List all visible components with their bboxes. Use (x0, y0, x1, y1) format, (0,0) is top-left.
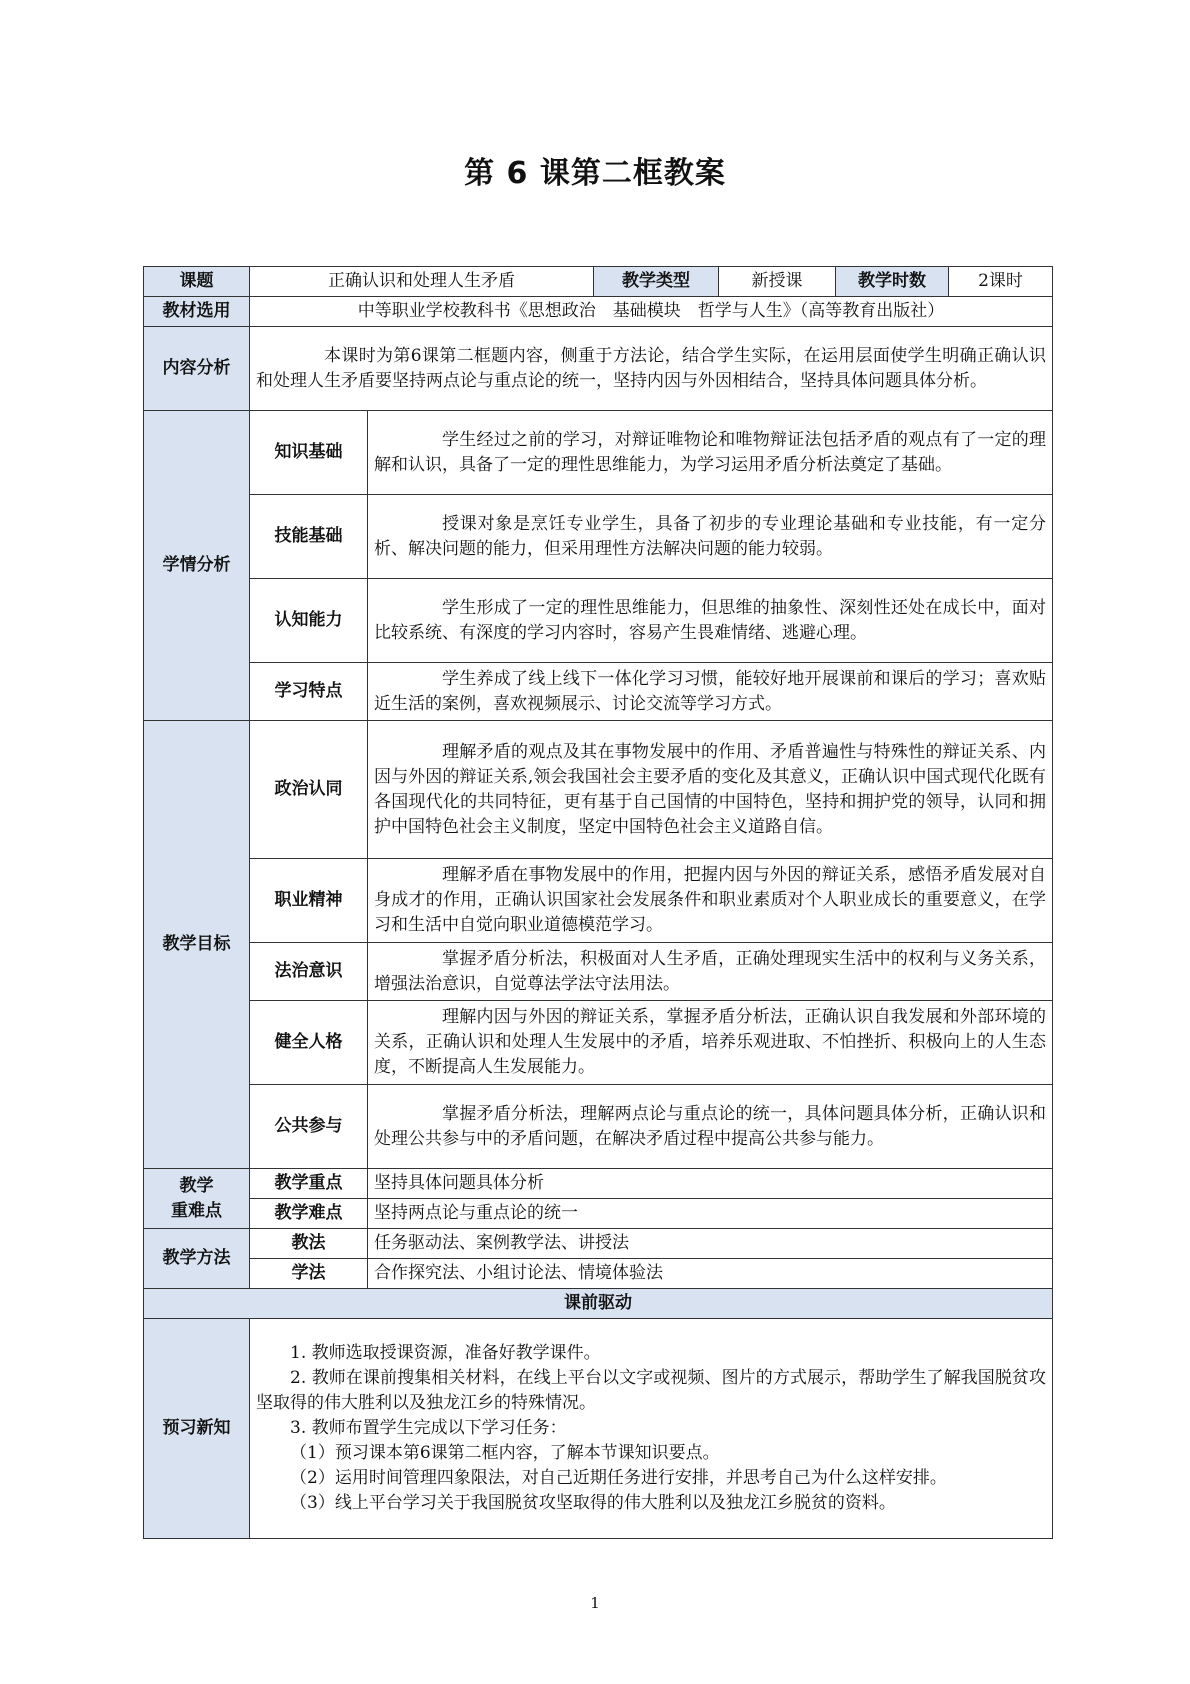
preview-line: 1. 教师选取授课资源，准备好教学课件。 (290, 1343, 601, 1363)
table-row (144, 1001, 1053, 1085)
preview-content (250, 1319, 1053, 1539)
goal-item-text: 掌握矛盾分析法，理解两点论与重点论的统一，具体问题具体分析，正确认识和处理公共参与中的矛盾问题，在解决矛盾过程中提高公共参与能力。 (368, 1085, 1053, 1169)
textbook-label: 教材选用 (144, 297, 250, 327)
table-row (144, 579, 1053, 663)
content-analysis-label: 内容分析 (144, 327, 250, 411)
table-row (144, 411, 1053, 495)
key-point-label: 教学重点 (250, 1169, 368, 1199)
table-row (144, 1169, 1053, 1199)
preview-line: 2. 教师在课前搜集相关材料，在线上平台以文字或视频、图片的方式展示，帮助学生了解我国脱贫攻坚取得的伟大胜利以及独龙江乡的特殊情况。 (256, 1368, 1046, 1413)
table-row (144, 721, 1053, 859)
goal-item-label: 公共参与 (250, 1085, 368, 1169)
table-row (144, 663, 1053, 721)
teaching-type-label: 教学类型 (594, 267, 719, 297)
table-row (144, 327, 1053, 411)
preview-line: （1）预习课本第6课第二框内容，了解本节课知识要点。 (290, 1443, 720, 1463)
learner-item-text: 学生养成了线上线下一体化学习习惯，能较好地开展课前和课后的学习；喜欢贴近生活的案例，喜欢视频展示、讨论交流等学习方式。 (368, 663, 1053, 721)
table-row (144, 1259, 1053, 1289)
goal-item-label: 职业精神 (250, 859, 368, 943)
learning-method-text: 合作探究法、小组讨论法、情境体验法 (368, 1259, 1053, 1289)
preview-line: （3）线上平台学习关于我国脱贫攻坚取得的伟大胜利以及独龙江乡脱贫的资料。 (290, 1493, 896, 1513)
goal-item-text: 掌握矛盾分析法，积极面对人生矛盾，正确处理现实生活中的权利与义务关系，增强法治意识，自觉尊法学法守法用法。 (368, 943, 1053, 1001)
table-row (144, 1319, 1053, 1539)
learner-item-label: 学习特点 (250, 663, 368, 721)
teaching-method-text: 任务驱动法、案例教学法、讲授法 (368, 1229, 1053, 1259)
goal-item-text: 理解矛盾在事物发展中的作用，把握内因与外因的辩证关系，感悟矛盾发展对自身成才的作用，正确认识国家社会发展条件和职业素质对个人职业成长的重要意义，在学习和生活中自觉向职业道德模范学习。 (368, 859, 1053, 943)
key-point-text: 坚持具体问题具体分析 (368, 1169, 1053, 1199)
table-row (144, 495, 1053, 579)
table-row (144, 1199, 1053, 1229)
teaching-type-value: 新授课 (719, 267, 836, 297)
content-analysis-text: 本课时为第6课第二框题内容，侧重于方法论，结合学生实际，在运用层面使学生明确正确认识和处理人生矛盾要坚持两点论与重点论的统一，坚持内因与外因相结合，坚持具体问题具体分析。 (250, 327, 1053, 411)
goal-item-label: 法治意识 (250, 943, 368, 1001)
teaching-goals-label: 教学目标 (144, 721, 250, 1169)
learner-item-label: 认知能力 (250, 579, 368, 663)
page-number: 1 (590, 1594, 600, 1612)
table-row (144, 1289, 1053, 1319)
difficult-point-label: 教学难点 (250, 1199, 368, 1229)
difficult-point-text: 坚持两点论与重点论的统一 (368, 1199, 1053, 1229)
class-hours-label: 教学时数 (836, 267, 949, 297)
learner-item-text: 学生经过之前的学习，对辩证唯物论和唯物辩证法包括矛盾的观点有了一定的理解和认识，具备了一定的理性思维能力，为学习运用矛盾分析法奠定了基础。 (368, 411, 1053, 495)
key-difficult-label: 教学 重难点 (144, 1169, 250, 1229)
table-row (144, 297, 1053, 327)
methods-label: 教学方法 (144, 1229, 250, 1289)
textbook-value: 中等职业学校教科书《思想政治 基础模块 哲学与人生》（高等教育出版社） (250, 297, 1053, 327)
goal-item-label: 健全人格 (250, 1001, 368, 1085)
table-row (144, 267, 1053, 297)
table-row (144, 1085, 1053, 1169)
lesson-plan-table (143, 266, 1053, 1539)
topic-label: 课题 (144, 267, 250, 297)
goal-item-label: 政治认同 (250, 721, 368, 859)
topic-value: 正确认识和处理人生矛盾 (250, 267, 594, 297)
learner-analysis-label: 学情分析 (144, 411, 250, 721)
pre-class-section-header: 课前驱动 (144, 1289, 1053, 1319)
learner-item-label: 知识基础 (250, 411, 368, 495)
table-row (144, 859, 1053, 943)
preview-line: 3. 教师布置学生完成以下学习任务： (290, 1418, 567, 1438)
document-title: 第 6 课第二框教案 (464, 156, 726, 191)
preview-label: 预习新知 (144, 1319, 250, 1539)
goal-item-text: 理解矛盾的观点及其在事物发展中的作用、矛盾普遍性与特殊性的辩证关系、内因与外因的辩证关系,领会我国社会主要矛盾的变化及其意义，正确认识中国式现代化既有各国现代化的共同特征，更有基于自己国情的中国特色，坚持和拥护党的领导，认同和拥护中国特色社会主义制度，坚定中国特色社会主义道路自信。 (368, 721, 1053, 859)
goal-item-text: 理解内因与外因的辩证关系，掌握矛盾分析法，正确认识自我发展和外部环境的关系，正确认识和处理人生发展中的矛盾，培养乐观进取、不怕挫折、积极向上的人生态度，不断提高人生发展能力。 (368, 1001, 1053, 1085)
learning-method-label: 学法 (250, 1259, 368, 1289)
preview-line: （2）运用时间管理四象限法，对自己近期任务进行安排，并思考自己为什么这样安排。 (290, 1468, 947, 1488)
learner-item-text: 学生形成了一定的理性思维能力，但思维的抽象性、深刻性还处在成长中，面对比较系统、有深度的学习内容时，容易产生畏难情绪、逃避心理。 (368, 579, 1053, 663)
table-row (144, 1229, 1053, 1259)
class-hours-value: 2课时 (949, 267, 1053, 297)
teaching-method-label: 教法 (250, 1229, 368, 1259)
table-row (144, 943, 1053, 1001)
learner-item-text: 授课对象是烹饪专业学生，具备了初步的专业理论基础和专业技能，有一定分析、解决问题的能力，但采用理性方法解决问题的能力较弱。 (368, 495, 1053, 579)
learner-item-label: 技能基础 (250, 495, 368, 579)
